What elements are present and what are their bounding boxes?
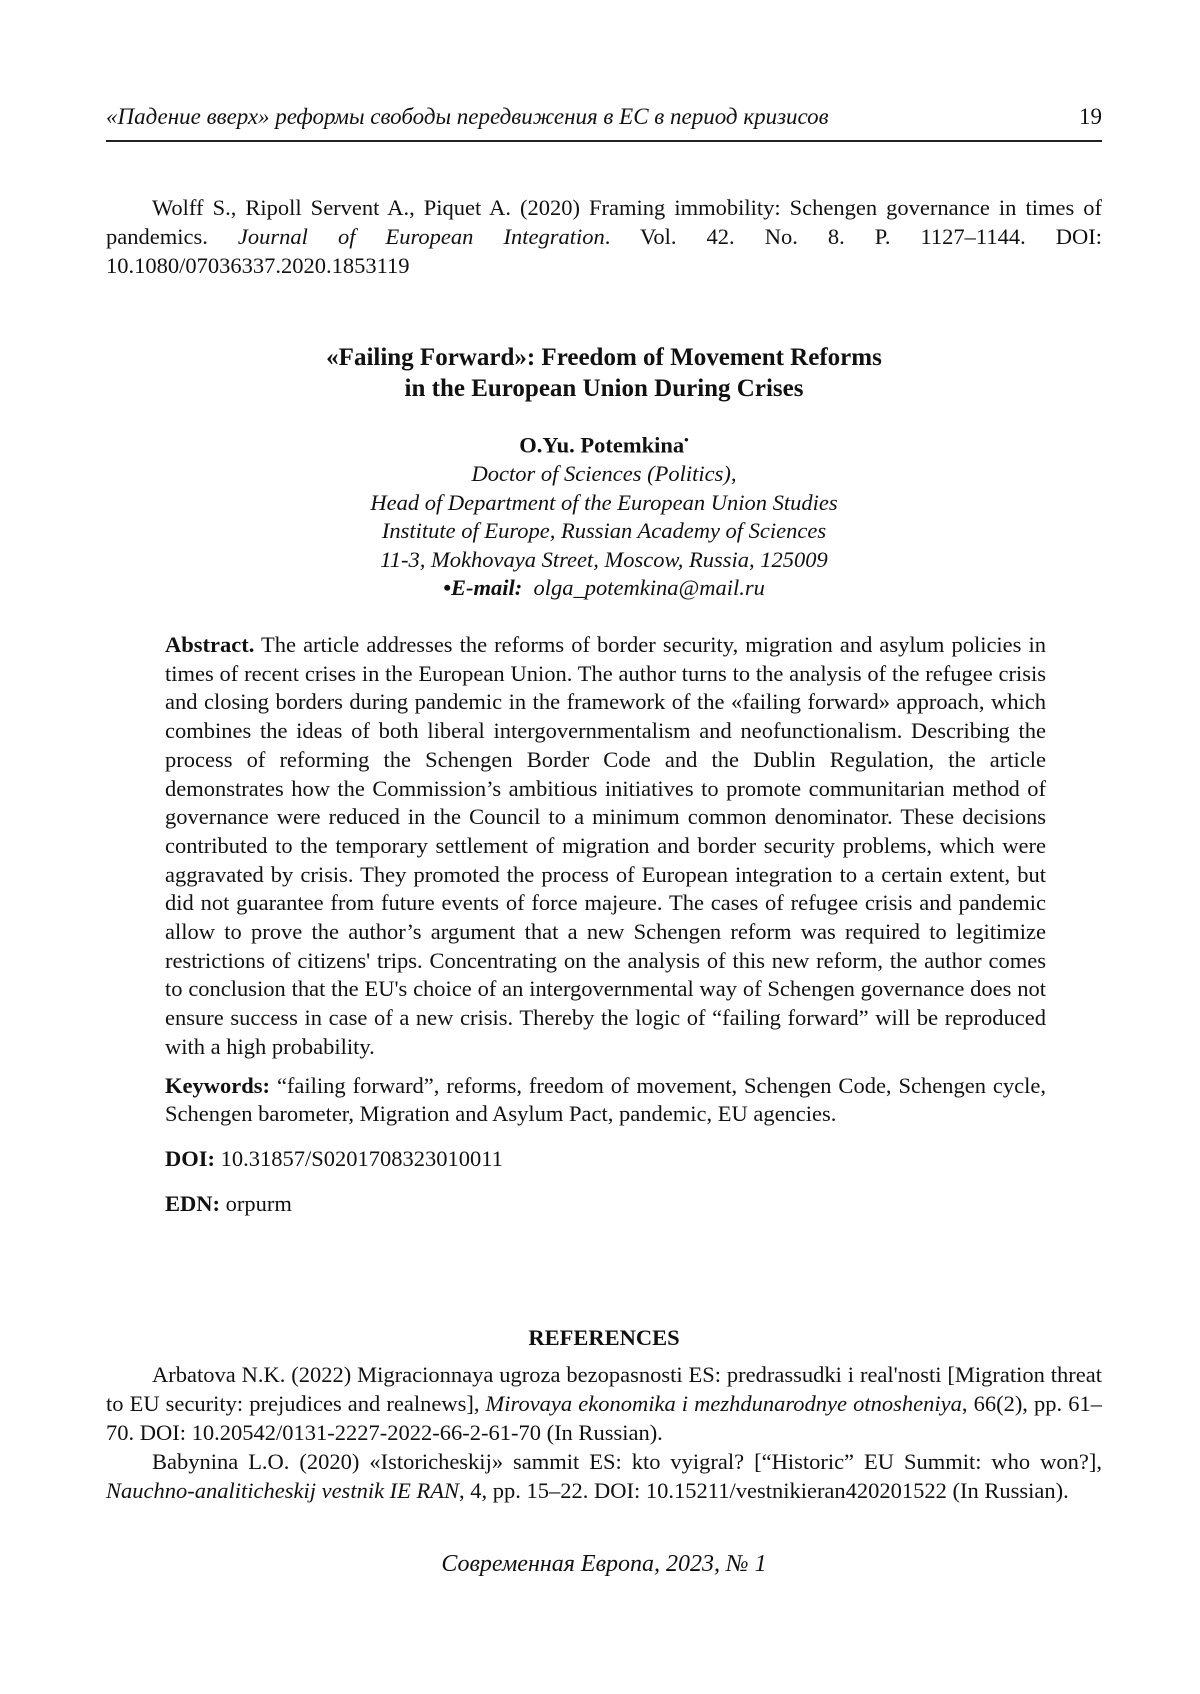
abstract-text: The article addresses the reforms of border security, migration and asylum policies in times of recent crises in the European Union. The author turns to the analysis of the refugee crisis and closing borders during pandemic in the framework of the «failing forward» approach, which combines the ideas of both liberal intergovernmentalism and neofunctionalism. Describing the process of reforming the Schengen Border Code and the Dublin Regulation, the article demonstrates how the Commission’s ambitious initiatives to promote communitarian method of governance were reduced in the Council to a minimum common denominator. These decisions contributed to the temporary settlement of migration and border security problems, which were aggravated by crisis. They promoted the process of European integration to a certain extent, but did not guarantee from future events of force majeure. The cases of refugee crisis and pandemic allow to prove the author’s argument that a new Schengen reform was required to legitimize restrictions of citizens' trips. Concentrating on the analysis of this new reform, the author comes to conclusion that the EU's choice of an intergovernmental way of Schengen governance does not ensure success in case of a new crisis. Thereby the logic of “failing forward” will be reproduced with a high probability. [165, 632, 1046, 1059]
previous-reference-tail: . Vol. 42. No. 8. P. 1127–1144. DOI: 10.1080/07036337.2020.1853119 [106, 224, 1103, 278]
references-list [106, 1360, 1102, 1505]
author-degree: Doctor of Sciences (Politics), [471, 461, 737, 486]
references-heading: REFERENCES [528, 1325, 680, 1350]
author-position: Head of Department of the European Union Studies [370, 489, 838, 515]
reference-text: Babynina L.O. (2020) «Istoricheskij» sammit ES: kto vyigral? [“Historic” EU Summit: who won?], [152, 1449, 1102, 1474]
running-head [106, 104, 1102, 142]
edn-label: EDN: [165, 1190, 220, 1216]
reference-tail: , 4, pp. 15–22. DOI: 10.15211/vestnikieran420201522 (In Russian). [459, 1478, 1069, 1503]
reference-journal: Mirovaya ekonomika i mezhdunarodnye otnosheniya [485, 1391, 962, 1416]
previous-reference-journal: Journal of European Integration [237, 224, 605, 249]
article-title-line-1: «Failing Forward»: Freedom of Movement Reforms [326, 344, 882, 371]
reference-item [106, 1447, 1102, 1505]
page-number: 19 [1079, 104, 1102, 129]
author-email-line [106, 574, 1102, 603]
article-title [106, 342, 1102, 404]
author-footnote-mark: • [684, 432, 689, 447]
reference-journal: Nauchno-analiticheskij vestnik IE RAN [106, 1478, 460, 1503]
email-label: •E-mail: [443, 575, 523, 600]
previous-reference-text: Wolff S., Ripoll Servent A., Piquet A. (2020) Framing immobility: Schengen governance in times of pandemics. [106, 195, 1102, 249]
keywords-text: “failing forward”, reforms, freedom of movement, Schengen Code, Schengen cycle, Schengen barometer, Migration and Asylum Pact, pandemic, EU agencies. [165, 1072, 1046, 1127]
doi-value[interactable]: 10.31857/S0201708323010011 [215, 1145, 503, 1171]
reference-text: Arbatova N.K. (2022) Migracionnaya ugroza bezopasnosti ES: predrassudki i real'nosti [Migration threat to EU security: prejudices and realnews], [106, 1362, 1102, 1416]
doi-label: DOI: [165, 1145, 215, 1171]
previous-reference [106, 193, 1102, 280]
journal-footer: Современная Европа, 2023, № 1 [441, 1551, 767, 1577]
article-title-line-2: in the European Union During Crises [404, 375, 804, 402]
author-address: 11-3, Mokhovaya Street, Moscow, Russia, 125009 [380, 546, 828, 572]
abstract [165, 631, 1046, 1062]
author-name-text: O.Yu. Potemkina [519, 432, 685, 458]
keywords-label: Keywords: [165, 1072, 270, 1098]
running-head-title: «Падение вверх» реформы свободы передвижения в ЕС в период кризисов [106, 104, 829, 129]
author-block [106, 426, 1102, 603]
keywords [165, 1072, 1046, 1129]
edn-value: orpurm [220, 1190, 292, 1216]
doi [165, 1145, 1046, 1174]
author-institute: Institute of Europe, Russian Academy of Sciences [381, 518, 827, 543]
reference-item [106, 1360, 1102, 1447]
author-email[interactable]: olga_potemkina@mail.ru [533, 575, 765, 600]
author-name [106, 426, 1102, 460]
edn [165, 1190, 1046, 1219]
abstract-section [165, 631, 1046, 1218]
abstract-label: Abstract. [165, 632, 255, 657]
reference-tail: , 66(2), pp. 61–70. DOI: 10.20542/0131-2227-2022-66-2-61-70 (In Russian). [106, 1391, 1102, 1445]
